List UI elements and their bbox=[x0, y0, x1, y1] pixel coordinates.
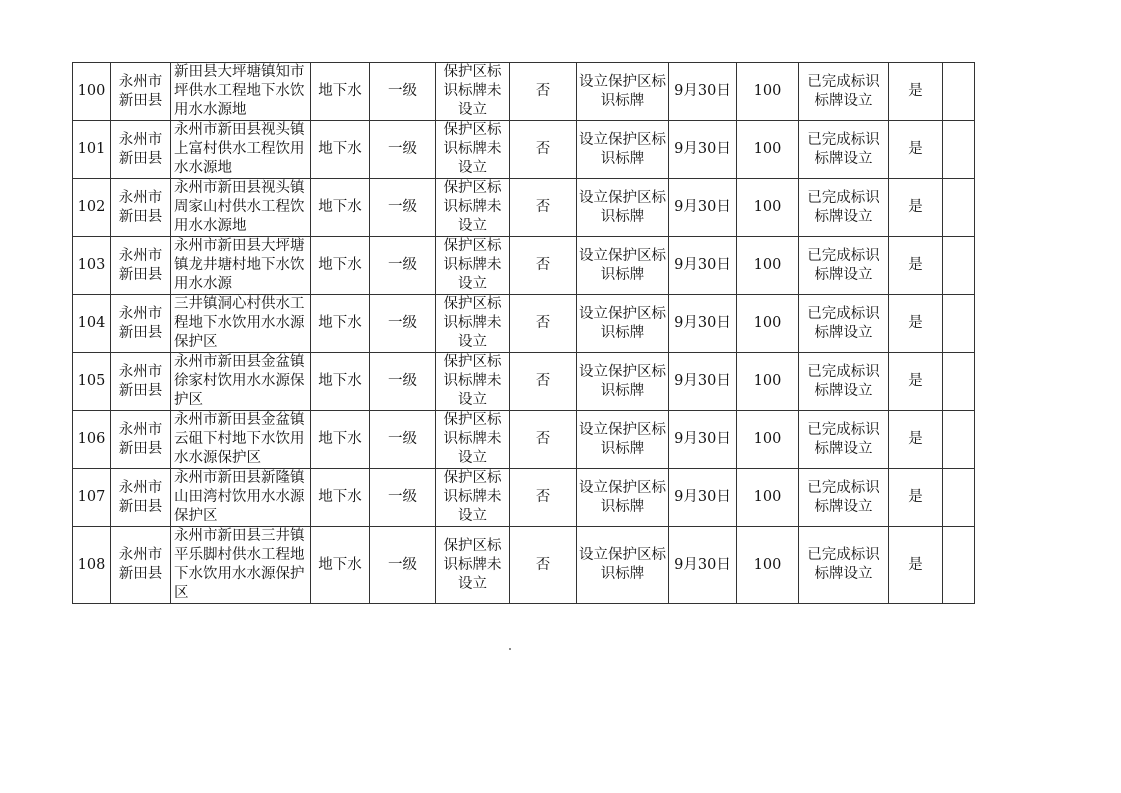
progress-cell: 100 bbox=[737, 179, 799, 237]
water-source-name-cell: 永州市新田县三井镇平乐脚村供水工程地下水饮用水水源保护区 bbox=[171, 527, 311, 604]
water-source-name-cell: 永州市新田县视头镇上富村供水工程饮用水水源地 bbox=[171, 121, 311, 179]
status-cell: 已完成标识标牌设立 bbox=[799, 469, 889, 527]
rectification-table bbox=[72, 62, 975, 604]
protection-level-cell: 一级 bbox=[370, 121, 436, 179]
table-row bbox=[73, 179, 975, 237]
row-number: 104 bbox=[73, 295, 111, 353]
remark-cell bbox=[943, 63, 975, 121]
problem-cell: 保护区标识标牌未设立 bbox=[436, 121, 510, 179]
scan-speck bbox=[509, 648, 511, 650]
water-source-name-cell: 永州市新田县金盆镇云砠下村地下水饮用水水源保护区 bbox=[171, 411, 311, 469]
water-type-cell: 地下水 bbox=[311, 295, 370, 353]
table-row bbox=[73, 353, 975, 411]
region-cell: 永州市新田县 bbox=[111, 179, 171, 237]
problem-cell: 保护区标识标牌未设立 bbox=[436, 411, 510, 469]
water-source-name-cell: 永州市新田县金盆镇徐家村饮用水水源保护区 bbox=[171, 353, 311, 411]
region-cell: 永州市新田县 bbox=[111, 353, 171, 411]
progress-cell: 100 bbox=[737, 469, 799, 527]
problem-cell: 保护区标识标牌未设立 bbox=[436, 63, 510, 121]
remark-cell bbox=[943, 295, 975, 353]
deadline-cell: 9月30日 bbox=[669, 179, 737, 237]
water-source-name-cell: 三井镇洞心村供水工程地下水饮用水水源保护区 bbox=[171, 295, 311, 353]
table-row bbox=[73, 411, 975, 469]
status-cell: 已完成标识标牌设立 bbox=[799, 295, 889, 353]
table-row bbox=[73, 237, 975, 295]
progress-cell: 100 bbox=[737, 121, 799, 179]
flag-cell: 否 bbox=[510, 353, 577, 411]
water-source-name-cell: 永州市新田县视头镇周家山村供水工程饮用水水源地 bbox=[171, 179, 311, 237]
status-cell: 已完成标识标牌设立 bbox=[799, 353, 889, 411]
deadline-cell: 9月30日 bbox=[669, 411, 737, 469]
status-cell: 已完成标识标牌设立 bbox=[799, 121, 889, 179]
problem-cell: 保护区标识标牌未设立 bbox=[436, 179, 510, 237]
deadline-cell: 9月30日 bbox=[669, 527, 737, 604]
completed-cell: 是 bbox=[889, 469, 943, 527]
remark-cell bbox=[943, 469, 975, 527]
row-number: 108 bbox=[73, 527, 111, 604]
water-type-cell: 地下水 bbox=[311, 353, 370, 411]
measure-cell: 设立保护区标识标牌 bbox=[577, 295, 669, 353]
row-number: 105 bbox=[73, 353, 111, 411]
remark-cell bbox=[943, 527, 975, 604]
progress-cell: 100 bbox=[737, 63, 799, 121]
table-row bbox=[73, 527, 975, 604]
flag-cell: 否 bbox=[510, 63, 577, 121]
completed-cell: 是 bbox=[889, 179, 943, 237]
water-type-cell: 地下水 bbox=[311, 179, 370, 237]
measure-cell: 设立保护区标识标牌 bbox=[577, 353, 669, 411]
water-source-name-cell: 新田县大坪塘镇知市坪供水工程地下水饮用水水源地 bbox=[171, 63, 311, 121]
table-row bbox=[73, 121, 975, 179]
protection-level-cell: 一级 bbox=[370, 411, 436, 469]
deadline-cell: 9月30日 bbox=[669, 353, 737, 411]
completed-cell: 是 bbox=[889, 527, 943, 604]
protection-level-cell: 一级 bbox=[370, 353, 436, 411]
deadline-cell: 9月30日 bbox=[669, 469, 737, 527]
protection-level-cell: 一级 bbox=[370, 63, 436, 121]
protection-level-cell: 一级 bbox=[370, 179, 436, 237]
flag-cell: 否 bbox=[510, 411, 577, 469]
water-type-cell: 地下水 bbox=[311, 237, 370, 295]
measure-cell: 设立保护区标识标牌 bbox=[577, 527, 669, 604]
measure-cell: 设立保护区标识标牌 bbox=[577, 179, 669, 237]
problem-cell: 保护区标识标牌未设立 bbox=[436, 353, 510, 411]
remark-cell bbox=[943, 237, 975, 295]
row-number: 101 bbox=[73, 121, 111, 179]
progress-cell: 100 bbox=[737, 411, 799, 469]
progress-cell: 100 bbox=[737, 353, 799, 411]
problem-cell: 保护区标识标牌未设立 bbox=[436, 469, 510, 527]
row-number: 103 bbox=[73, 237, 111, 295]
row-number: 106 bbox=[73, 411, 111, 469]
row-number: 102 bbox=[73, 179, 111, 237]
water-type-cell: 地下水 bbox=[311, 527, 370, 604]
remark-cell bbox=[943, 353, 975, 411]
remark-cell bbox=[943, 411, 975, 469]
deadline-cell: 9月30日 bbox=[669, 237, 737, 295]
flag-cell: 否 bbox=[510, 237, 577, 295]
row-number: 107 bbox=[73, 469, 111, 527]
region-cell: 永州市新田县 bbox=[111, 121, 171, 179]
deadline-cell: 9月30日 bbox=[669, 63, 737, 121]
completed-cell: 是 bbox=[889, 353, 943, 411]
deadline-cell: 9月30日 bbox=[669, 121, 737, 179]
progress-cell: 100 bbox=[737, 295, 799, 353]
deadline-cell: 9月30日 bbox=[669, 295, 737, 353]
water-type-cell: 地下水 bbox=[311, 469, 370, 527]
region-cell: 永州市新田县 bbox=[111, 469, 171, 527]
status-cell: 已完成标识标牌设立 bbox=[799, 527, 889, 604]
measure-cell: 设立保护区标识标牌 bbox=[577, 237, 669, 295]
status-cell: 已完成标识标牌设立 bbox=[799, 237, 889, 295]
status-cell: 已完成标识标牌设立 bbox=[799, 179, 889, 237]
water-type-cell: 地下水 bbox=[311, 121, 370, 179]
water-type-cell: 地下水 bbox=[311, 63, 370, 121]
status-cell: 已完成标识标牌设立 bbox=[799, 63, 889, 121]
region-cell: 永州市新田县 bbox=[111, 63, 171, 121]
protection-level-cell: 一级 bbox=[370, 527, 436, 604]
region-cell: 永州市新田县 bbox=[111, 527, 171, 604]
protection-level-cell: 一级 bbox=[370, 295, 436, 353]
measure-cell: 设立保护区标识标牌 bbox=[577, 63, 669, 121]
row-number: 100 bbox=[73, 63, 111, 121]
problem-cell: 保护区标识标牌未设立 bbox=[436, 527, 510, 604]
problem-cell: 保护区标识标牌未设立 bbox=[436, 237, 510, 295]
remark-cell bbox=[943, 179, 975, 237]
completed-cell: 是 bbox=[889, 237, 943, 295]
region-cell: 永州市新田县 bbox=[111, 237, 171, 295]
remark-cell bbox=[943, 121, 975, 179]
completed-cell: 是 bbox=[889, 121, 943, 179]
flag-cell: 否 bbox=[510, 295, 577, 353]
completed-cell: 是 bbox=[889, 411, 943, 469]
protection-level-cell: 一级 bbox=[370, 469, 436, 527]
water-type-cell: 地下水 bbox=[311, 411, 370, 469]
measure-cell: 设立保护区标识标牌 bbox=[577, 121, 669, 179]
water-source-name-cell: 永州市新田县大坪塘镇龙井塘村地下水饮用水水源 bbox=[171, 237, 311, 295]
table-row bbox=[73, 63, 975, 121]
problem-cell: 保护区标识标牌未设立 bbox=[436, 295, 510, 353]
status-cell: 已完成标识标牌设立 bbox=[799, 411, 889, 469]
completed-cell: 是 bbox=[889, 63, 943, 121]
completed-cell: 是 bbox=[889, 295, 943, 353]
progress-cell: 100 bbox=[737, 527, 799, 604]
measure-cell: 设立保护区标识标牌 bbox=[577, 469, 669, 527]
flag-cell: 否 bbox=[510, 527, 577, 604]
flag-cell: 否 bbox=[510, 469, 577, 527]
protection-level-cell: 一级 bbox=[370, 237, 436, 295]
flag-cell: 否 bbox=[510, 179, 577, 237]
table-row bbox=[73, 469, 975, 527]
progress-cell: 100 bbox=[737, 237, 799, 295]
measure-cell: 设立保护区标识标牌 bbox=[577, 411, 669, 469]
region-cell: 永州市新田县 bbox=[111, 411, 171, 469]
flag-cell: 否 bbox=[510, 121, 577, 179]
water-source-name-cell: 永州市新田县新隆镇山田湾村饮用水水源保护区 bbox=[171, 469, 311, 527]
table-row bbox=[73, 295, 975, 353]
region-cell: 永州市新田县 bbox=[111, 295, 171, 353]
